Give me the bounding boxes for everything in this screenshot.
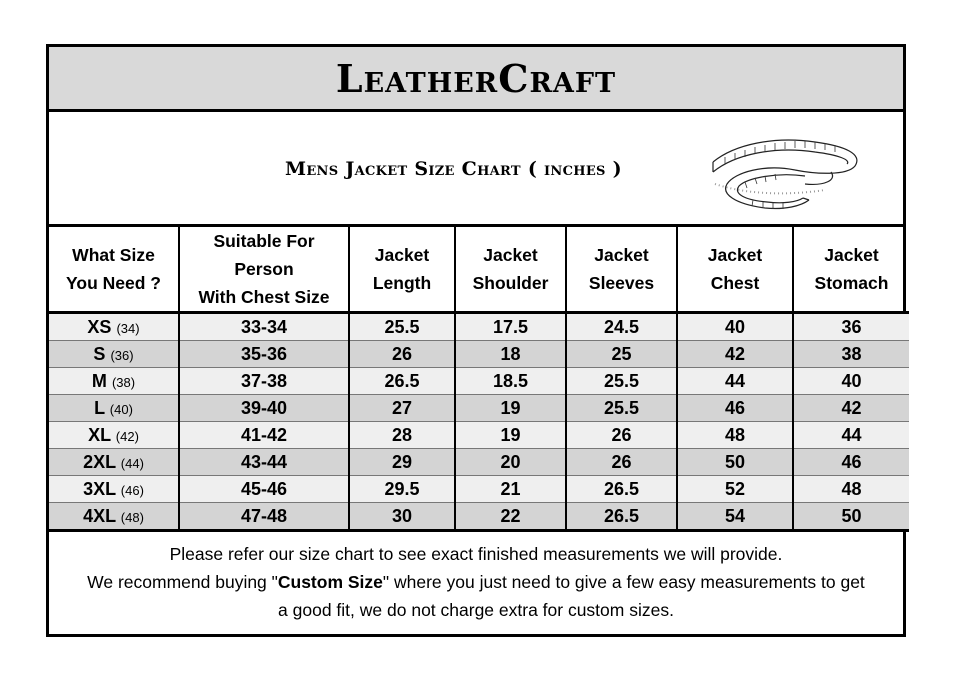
size-label: S bbox=[93, 343, 106, 364]
cell-length: 29 bbox=[349, 449, 455, 476]
cell-person: 47-48 bbox=[179, 503, 349, 531]
cell-person: 39-40 bbox=[179, 395, 349, 422]
size-label: M bbox=[91, 370, 107, 391]
cell-length: 28 bbox=[349, 422, 455, 449]
table-row bbox=[49, 449, 909, 476]
cell-shoulder: 22 bbox=[455, 503, 566, 531]
header-what-size: What Size You Need ? bbox=[49, 227, 179, 313]
cell-chest: 44 bbox=[677, 368, 793, 395]
cell-shoulder: 20 bbox=[455, 449, 566, 476]
cell-stomach: 36 bbox=[793, 313, 909, 341]
cell-sleeves: 24.5 bbox=[566, 313, 677, 341]
brand-header bbox=[49, 47, 903, 112]
cell-person: 35-36 bbox=[179, 341, 349, 368]
cell-shoulder: 17.5 bbox=[455, 313, 566, 341]
cell-chest: 54 bbox=[677, 503, 793, 531]
header-suitable-person: Suitable For Person With Chest Size bbox=[179, 227, 349, 313]
cell-stomach: 50 bbox=[793, 503, 909, 531]
cell-person: 45-46 bbox=[179, 476, 349, 503]
header-jacket-stomach: Jacket Stomach bbox=[793, 227, 909, 313]
table-header-row bbox=[49, 227, 909, 313]
size-label: L bbox=[94, 397, 105, 418]
cell-length: 27 bbox=[349, 395, 455, 422]
table-row bbox=[49, 422, 909, 449]
cell-size bbox=[49, 476, 179, 503]
chart-title-row bbox=[49, 112, 903, 227]
cell-sleeves: 25 bbox=[566, 341, 677, 368]
cell-sleeves: 25.5 bbox=[566, 368, 677, 395]
table-row bbox=[49, 395, 909, 422]
cell-size bbox=[49, 395, 179, 422]
cell-sleeves: 26.5 bbox=[566, 476, 677, 503]
cell-size bbox=[49, 503, 179, 531]
footer-note bbox=[49, 532, 903, 624]
cell-size bbox=[49, 422, 179, 449]
header-jacket-chest: Jacket Chest bbox=[677, 227, 793, 313]
cell-size bbox=[49, 449, 179, 476]
size-label: XL bbox=[88, 424, 111, 445]
cell-shoulder: 21 bbox=[455, 476, 566, 503]
cell-shoulder: 19 bbox=[455, 422, 566, 449]
footer-line-2: We recommend buying "Custom Size" where you just need to give a few easy measurements to get bbox=[87, 572, 865, 592]
cell-sleeves: 26 bbox=[566, 449, 677, 476]
cell-shoulder: 18.5 bbox=[455, 368, 566, 395]
cell-stomach: 38 bbox=[793, 341, 909, 368]
cell-person: 43-44 bbox=[179, 449, 349, 476]
size-label: XS bbox=[87, 316, 112, 337]
cell-length: 26 bbox=[349, 341, 455, 368]
size-chest-reference: (42) bbox=[115, 428, 139, 444]
cell-shoulder: 19 bbox=[455, 395, 566, 422]
table-row bbox=[49, 476, 909, 503]
custom-size-emphasis: Custom Size bbox=[277, 572, 383, 592]
cell-chest: 50 bbox=[677, 449, 793, 476]
cell-length: 26.5 bbox=[349, 368, 455, 395]
size-chest-reference: (34) bbox=[116, 320, 140, 336]
cell-stomach: 42 bbox=[793, 395, 909, 422]
cell-chest: 48 bbox=[677, 422, 793, 449]
cell-size bbox=[49, 341, 179, 368]
table-row bbox=[49, 503, 909, 531]
cell-stomach: 44 bbox=[793, 422, 909, 449]
header-jacket-sleeves: Jacket Sleeves bbox=[566, 227, 677, 313]
cell-size bbox=[49, 313, 179, 341]
size-chart-sheet bbox=[46, 44, 906, 637]
cell-stomach: 40 bbox=[793, 368, 909, 395]
cell-length: 29.5 bbox=[349, 476, 455, 503]
table-row bbox=[49, 368, 909, 395]
cell-sleeves: 26.5 bbox=[566, 503, 677, 531]
cell-stomach: 46 bbox=[793, 449, 909, 476]
size-label: 2XL bbox=[83, 451, 116, 472]
cell-length: 25.5 bbox=[349, 313, 455, 341]
cell-person: 33-34 bbox=[179, 313, 349, 341]
cell-chest: 46 bbox=[677, 395, 793, 422]
table-row bbox=[49, 313, 909, 341]
cell-chest: 42 bbox=[677, 341, 793, 368]
cell-stomach: 48 bbox=[793, 476, 909, 503]
cell-chest: 52 bbox=[677, 476, 793, 503]
measuring-tape-icon bbox=[705, 124, 875, 216]
chart-subtitle: Mens Jacket Size Chart ( inches ) bbox=[285, 158, 622, 180]
size-chest-reference: (36) bbox=[110, 347, 134, 363]
size-label: 3XL bbox=[83, 478, 116, 499]
size-table bbox=[49, 227, 909, 532]
cell-sleeves: 26 bbox=[566, 422, 677, 449]
size-chest-reference: (48) bbox=[120, 509, 144, 525]
table-row bbox=[49, 341, 909, 368]
brand-title: LeatherCraft bbox=[335, 55, 617, 101]
footer-line-3: a good fit, we do not charge extra for custom sizes. bbox=[278, 600, 674, 620]
cell-length: 30 bbox=[349, 503, 455, 531]
size-chest-reference: (38) bbox=[111, 374, 136, 390]
size-chest-reference: (40) bbox=[109, 401, 133, 417]
header-jacket-length: Jacket Length bbox=[349, 227, 455, 313]
size-label: 4XL bbox=[83, 505, 116, 526]
cell-person: 41-42 bbox=[179, 422, 349, 449]
cell-size bbox=[49, 368, 179, 395]
size-chest-reference: (44) bbox=[120, 455, 144, 471]
cell-chest: 40 bbox=[677, 313, 793, 341]
header-jacket-shoulder: Jacket Shoulder bbox=[455, 227, 566, 313]
footer-line-1: Please refer our size chart to see exact finished measurements we will provide. bbox=[169, 544, 783, 564]
cell-shoulder: 18 bbox=[455, 341, 566, 368]
cell-person: 37-38 bbox=[179, 368, 349, 395]
cell-sleeves: 25.5 bbox=[566, 395, 677, 422]
size-chest-reference: (46) bbox=[120, 482, 144, 498]
